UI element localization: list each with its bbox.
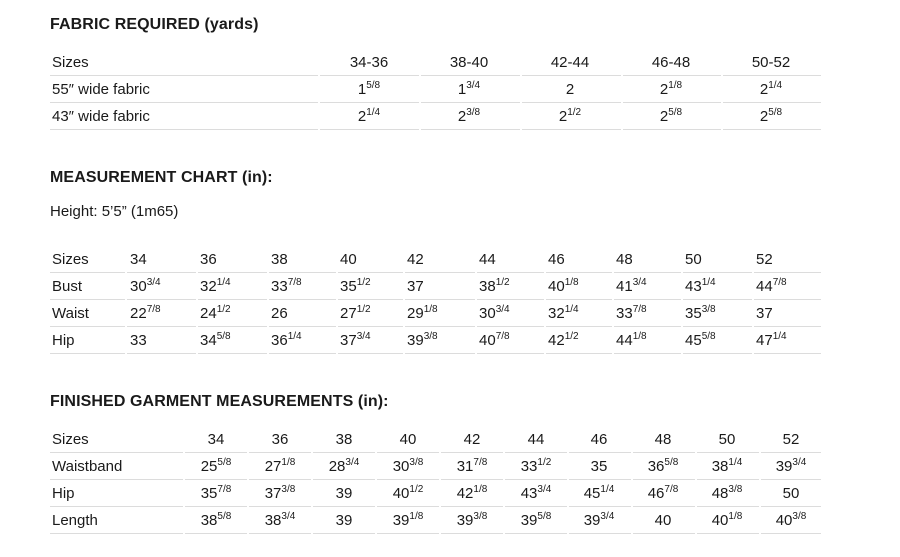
row-label: Bust	[52, 278, 83, 295]
table-cell	[722, 76, 820, 102]
cell-value: 39	[520, 512, 538, 529]
row-divider	[313, 533, 375, 534]
table-cell	[479, 300, 510, 326]
fabric-required-heading: FABRIC REQUIRED (yards)	[50, 16, 259, 33]
cell-value: 43	[685, 278, 702, 295]
cell-value: 30	[479, 305, 496, 322]
table-cell	[271, 300, 288, 326]
measurement-chart-heading: MEASUREMENT CHART (in):	[50, 169, 273, 186]
cell-value: 42	[463, 431, 481, 448]
cell-fraction: 3/8	[423, 331, 438, 342]
row-divider	[421, 129, 520, 130]
cell-value: 30	[392, 458, 410, 475]
row-divider	[761, 533, 821, 534]
table-cell	[340, 300, 371, 326]
cell-value: 2	[759, 81, 769, 98]
cell-value: 46	[590, 431, 608, 448]
cell-value: 38	[479, 278, 496, 295]
row-label: Sizes	[52, 251, 89, 268]
cell-fraction: 3/4	[281, 511, 296, 522]
cell-fraction: 1/4	[366, 107, 381, 118]
cell-value: 42-44	[550, 54, 590, 71]
cell-fraction: 3/4	[792, 457, 807, 468]
cell-value: 40	[548, 278, 565, 295]
cell-value: 42	[456, 485, 474, 502]
cell-fraction: 5/8	[768, 107, 783, 118]
table-cell	[479, 273, 510, 299]
cell-value: 50-52	[751, 54, 791, 71]
table-cell	[632, 426, 694, 452]
cell-value: 25	[200, 458, 218, 475]
cell-value: 50	[782, 485, 800, 502]
table-cell	[622, 49, 720, 75]
cell-value: 50	[685, 251, 702, 268]
table-cell	[185, 453, 247, 479]
cell-value: 40	[654, 512, 672, 529]
table-cell	[407, 273, 424, 299]
row-label: Hip	[52, 485, 75, 502]
table-cell	[313, 453, 375, 479]
cell-fraction: 3/8	[473, 511, 488, 522]
cell-fraction: 7/8	[473, 457, 488, 468]
cell-value: 33	[130, 332, 147, 349]
table-cell	[521, 49, 619, 75]
cell-fraction: 5/8	[664, 457, 679, 468]
cell-fraction: 3/4	[632, 277, 647, 288]
table-cell	[616, 300, 647, 326]
cell-value: 39	[456, 512, 474, 529]
table-cell	[340, 246, 357, 272]
cell-value: 34-36	[349, 54, 389, 71]
table-cell	[249, 480, 311, 506]
cell-value: 37	[264, 485, 282, 502]
cell-value: 1	[357, 81, 367, 98]
table-cell	[568, 480, 630, 506]
cell-value: 28	[328, 458, 346, 475]
table-cell	[696, 426, 758, 452]
cell-value: 1	[457, 81, 467, 98]
cell-fraction: 1/4	[287, 331, 302, 342]
cell-value: 48	[654, 431, 672, 448]
row-divider	[623, 129, 721, 130]
cell-value: 2	[759, 108, 769, 125]
cell-fraction: 3/4	[537, 484, 552, 495]
table-cell	[441, 453, 503, 479]
table-cell	[521, 103, 619, 129]
table-cell	[685, 246, 702, 272]
row-divider	[338, 353, 403, 354]
row-divider	[249, 533, 311, 534]
cell-fraction: 1/8	[423, 304, 438, 315]
cell-value: 38	[264, 512, 282, 529]
cell-value: 39	[583, 512, 601, 529]
cell-fraction: 1/8	[728, 511, 743, 522]
table-cell	[568, 507, 630, 533]
cell-value: 35	[685, 305, 702, 322]
table-cell	[616, 273, 647, 299]
cell-fraction: 7/8	[287, 277, 302, 288]
cell-fraction: 5/8	[217, 511, 232, 522]
table-cell	[505, 507, 567, 533]
table-cell	[407, 246, 424, 272]
cell-value: 33	[616, 305, 633, 322]
row-divider	[754, 353, 821, 354]
cell-value: 27	[340, 305, 357, 322]
table-cell	[249, 426, 311, 452]
cell-fraction: 1/2	[567, 107, 582, 118]
table-cell	[722, 103, 820, 129]
table-cell	[632, 453, 694, 479]
cell-fraction: 1/8	[409, 511, 424, 522]
cell-value: 47	[756, 332, 773, 349]
cell-fraction: 1/8	[564, 277, 579, 288]
row-divider	[269, 353, 336, 354]
cell-value: 46-48	[651, 54, 691, 71]
cell-value: 36	[647, 458, 665, 475]
table-cell	[632, 480, 694, 506]
table-cell	[320, 103, 418, 129]
table-cell	[185, 480, 247, 506]
height-note: Height: 5’5” (1m65)	[50, 203, 179, 220]
row-divider	[477, 353, 544, 354]
cell-value: 44	[756, 278, 773, 295]
table-cell	[685, 327, 716, 353]
cell-value: 33	[271, 278, 288, 295]
row-divider	[546, 353, 612, 354]
cell-value: 36	[271, 431, 289, 448]
cell-value: 35	[340, 278, 357, 295]
table-cell	[313, 507, 375, 533]
cell-value: 46	[548, 251, 565, 268]
cell-value: 27	[264, 458, 282, 475]
table-cell	[548, 300, 579, 326]
table-cell	[616, 327, 647, 353]
row-divider	[127, 353, 196, 354]
cell-value: 30	[130, 278, 147, 295]
table-cell	[756, 273, 787, 299]
cell-fraction: 3/4	[345, 457, 360, 468]
row-divider	[723, 129, 821, 130]
cell-value: 39	[335, 512, 353, 529]
cell-value: 34	[200, 332, 217, 349]
table-cell	[340, 273, 371, 299]
cell-fraction: 3/8	[281, 484, 296, 495]
cell-value: 38	[335, 431, 353, 448]
table-cell	[756, 327, 787, 353]
row-divider	[683, 353, 752, 354]
cell-fraction: 5/8	[668, 107, 683, 118]
table-cell	[271, 246, 288, 272]
table-cell	[200, 246, 217, 272]
table-cell	[622, 103, 720, 129]
table-cell	[632, 507, 694, 533]
row-divider	[569, 533, 631, 534]
cell-value: 2	[565, 81, 575, 98]
table-cell	[130, 246, 147, 272]
cell-value: 52	[782, 431, 800, 448]
table-cell	[696, 453, 758, 479]
cell-fraction: 1/2	[495, 277, 510, 288]
table-cell	[548, 327, 579, 353]
cell-fraction: 1/4	[728, 457, 743, 468]
cell-value: 34	[130, 251, 147, 268]
cell-value: 22	[130, 305, 147, 322]
table-cell	[130, 300, 161, 326]
cell-value: 2	[659, 108, 669, 125]
cell-value: 29	[407, 305, 424, 322]
cell-fraction: 1/4	[701, 277, 716, 288]
cell-fraction: 1/2	[356, 304, 371, 315]
cell-value: 37	[340, 332, 357, 349]
cell-value: 24	[200, 305, 217, 322]
table-cell	[760, 507, 822, 533]
cell-fraction: 1/4	[772, 331, 787, 342]
cell-value: 40	[775, 512, 793, 529]
cell-value: 39	[392, 512, 410, 529]
cell-fraction: 1/2	[564, 331, 579, 342]
cell-fraction: 1/8	[473, 484, 488, 495]
row-divider	[614, 353, 681, 354]
table-cell	[760, 480, 822, 506]
table-cell	[696, 507, 758, 533]
row-divider	[50, 129, 318, 130]
cell-value: 38	[711, 458, 729, 475]
row-divider	[441, 533, 503, 534]
table-cell	[420, 49, 518, 75]
cell-fraction: 7/8	[632, 304, 647, 315]
cell-value: 52	[756, 251, 773, 268]
row-divider	[633, 533, 695, 534]
cell-fraction: 1/2	[409, 484, 424, 495]
cell-value: 38	[271, 251, 288, 268]
cell-value: 31	[456, 458, 474, 475]
row-label: 43″ wide fabric	[52, 108, 150, 125]
row-label: Waistband	[52, 458, 123, 475]
row-label: Length	[52, 512, 98, 529]
cell-value: 36	[200, 251, 217, 268]
cell-value: 40	[340, 251, 357, 268]
cell-fraction: 7/8	[772, 277, 787, 288]
cell-value: 39	[775, 458, 793, 475]
row-divider	[522, 129, 621, 130]
cell-fraction: 1/4	[768, 80, 783, 91]
table-cell	[313, 480, 375, 506]
table-cell	[479, 327, 510, 353]
table-cell	[479, 246, 496, 272]
cell-value: 45	[583, 485, 601, 502]
table-cell	[616, 246, 633, 272]
cell-value: 35	[200, 485, 218, 502]
cell-value: 40	[392, 485, 410, 502]
table-cell	[760, 426, 822, 452]
cell-fraction: 5/8	[366, 80, 381, 91]
cell-value: 39	[407, 332, 424, 349]
table-cell	[568, 453, 630, 479]
cell-value: 33	[520, 458, 538, 475]
table-cell	[622, 76, 720, 102]
cell-fraction: 1/4	[216, 277, 231, 288]
cell-fraction: 3/4	[466, 80, 481, 91]
table-cell	[377, 453, 439, 479]
row-divider	[50, 353, 125, 354]
cell-value: 40	[711, 512, 729, 529]
table-cell	[685, 273, 716, 299]
table-cell	[548, 273, 579, 299]
row-label: Sizes	[52, 54, 89, 71]
finished-garment-heading: FINISHED GARMENT MEASUREMENTS (in):	[50, 393, 389, 410]
cell-fraction: 3/8	[466, 107, 481, 118]
row-divider	[50, 533, 183, 534]
table-cell	[407, 327, 438, 353]
table-cell	[271, 327, 302, 353]
cell-value: 34	[207, 431, 225, 448]
table-cell	[420, 103, 518, 129]
row-label: Waist	[52, 305, 89, 322]
cell-fraction: 5/8	[701, 331, 716, 342]
table-cell	[249, 507, 311, 533]
cell-value: 44	[616, 332, 633, 349]
table-cell	[271, 273, 302, 299]
row-divider	[505, 533, 567, 534]
cell-fraction: 3/8	[409, 457, 424, 468]
cell-fraction: 1/4	[564, 304, 579, 315]
cell-value: 41	[616, 278, 633, 295]
cell-value: 37	[756, 305, 773, 322]
cell-value: 48	[711, 485, 729, 502]
cell-fraction: 7/8	[217, 484, 232, 495]
row-divider	[320, 129, 419, 130]
table-cell	[340, 327, 371, 353]
table-cell	[200, 300, 231, 326]
cell-fraction: 1/8	[668, 80, 683, 91]
row-divider	[377, 533, 439, 534]
row-label: Sizes	[52, 431, 89, 448]
row-divider	[697, 533, 759, 534]
cell-value: 2	[357, 108, 367, 125]
cell-value: 26	[271, 305, 288, 322]
table-cell	[200, 327, 231, 353]
cell-fraction: 5/8	[217, 457, 232, 468]
cell-value: 42	[548, 332, 565, 349]
cell-value: 45	[685, 332, 702, 349]
cell-fraction: 1/8	[281, 457, 296, 468]
cell-fraction: 3/4	[495, 304, 510, 315]
table-cell	[420, 76, 518, 102]
table-cell	[185, 507, 247, 533]
row-divider	[198, 353, 267, 354]
table-cell	[377, 507, 439, 533]
cell-value: 38-40	[449, 54, 489, 71]
cell-value: 32	[200, 278, 217, 295]
table-cell	[685, 300, 716, 326]
cell-fraction: 7/8	[146, 304, 161, 315]
cell-value: 48	[616, 251, 633, 268]
cell-value: 2	[659, 81, 669, 98]
table-cell	[249, 453, 311, 479]
cell-fraction: 1/4	[600, 484, 615, 495]
cell-fraction: 1/2	[216, 304, 231, 315]
cell-value: 37	[407, 278, 424, 295]
cell-value: 36	[271, 332, 288, 349]
table-cell	[377, 480, 439, 506]
table-cell	[320, 76, 418, 102]
table-cell	[130, 327, 147, 353]
table-cell	[505, 480, 567, 506]
cell-fraction: 3/8	[701, 304, 716, 315]
cell-fraction: 1/2	[537, 457, 552, 468]
cell-value: 32	[548, 305, 565, 322]
cell-fraction: 1/8	[632, 331, 647, 342]
table-cell	[441, 480, 503, 506]
table-cell	[696, 480, 758, 506]
table-cell	[568, 426, 630, 452]
table-cell	[722, 49, 820, 75]
cell-fraction: 3/8	[728, 484, 743, 495]
cell-fraction: 5/8	[216, 331, 231, 342]
cell-value: 2	[558, 108, 568, 125]
table-cell	[200, 273, 231, 299]
cell-fraction: 3/4	[356, 331, 371, 342]
cell-value: 50	[718, 431, 736, 448]
cell-value: 42	[407, 251, 424, 268]
table-cell	[756, 300, 773, 326]
table-cell	[756, 246, 773, 272]
cell-fraction: 7/8	[664, 484, 679, 495]
table-cell	[185, 426, 247, 452]
table-cell	[548, 246, 565, 272]
table-cell	[407, 300, 438, 326]
table-cell	[441, 426, 503, 452]
row-divider	[185, 533, 247, 534]
row-label: 55″ wide fabric	[52, 81, 150, 98]
table-cell	[130, 273, 161, 299]
table-cell	[441, 507, 503, 533]
cell-value: 40	[399, 431, 417, 448]
table-cell	[760, 453, 822, 479]
cell-fraction: 7/8	[495, 331, 510, 342]
table-cell	[320, 49, 418, 75]
cell-value: 46	[647, 485, 665, 502]
cell-value: 2	[457, 108, 467, 125]
table-cell	[313, 426, 375, 452]
cell-value: 44	[527, 431, 545, 448]
cell-fraction: 3/8	[792, 511, 807, 522]
table-cell	[377, 426, 439, 452]
cell-value: 43	[520, 485, 538, 502]
cell-value: 44	[479, 251, 496, 268]
cell-fraction: 1/2	[356, 277, 371, 288]
cell-value: 39	[335, 485, 353, 502]
cell-fraction: 5/8	[537, 511, 552, 522]
row-label: Hip	[52, 332, 75, 349]
cell-fraction: 3/4	[146, 277, 161, 288]
row-divider	[405, 353, 475, 354]
table-cell	[505, 426, 567, 452]
table-cell	[505, 453, 567, 479]
cell-value: 35	[590, 458, 608, 475]
table-cell	[521, 76, 619, 102]
cell-fraction: 3/4	[600, 511, 615, 522]
cell-value: 38	[200, 512, 218, 529]
cell-value: 40	[479, 332, 496, 349]
